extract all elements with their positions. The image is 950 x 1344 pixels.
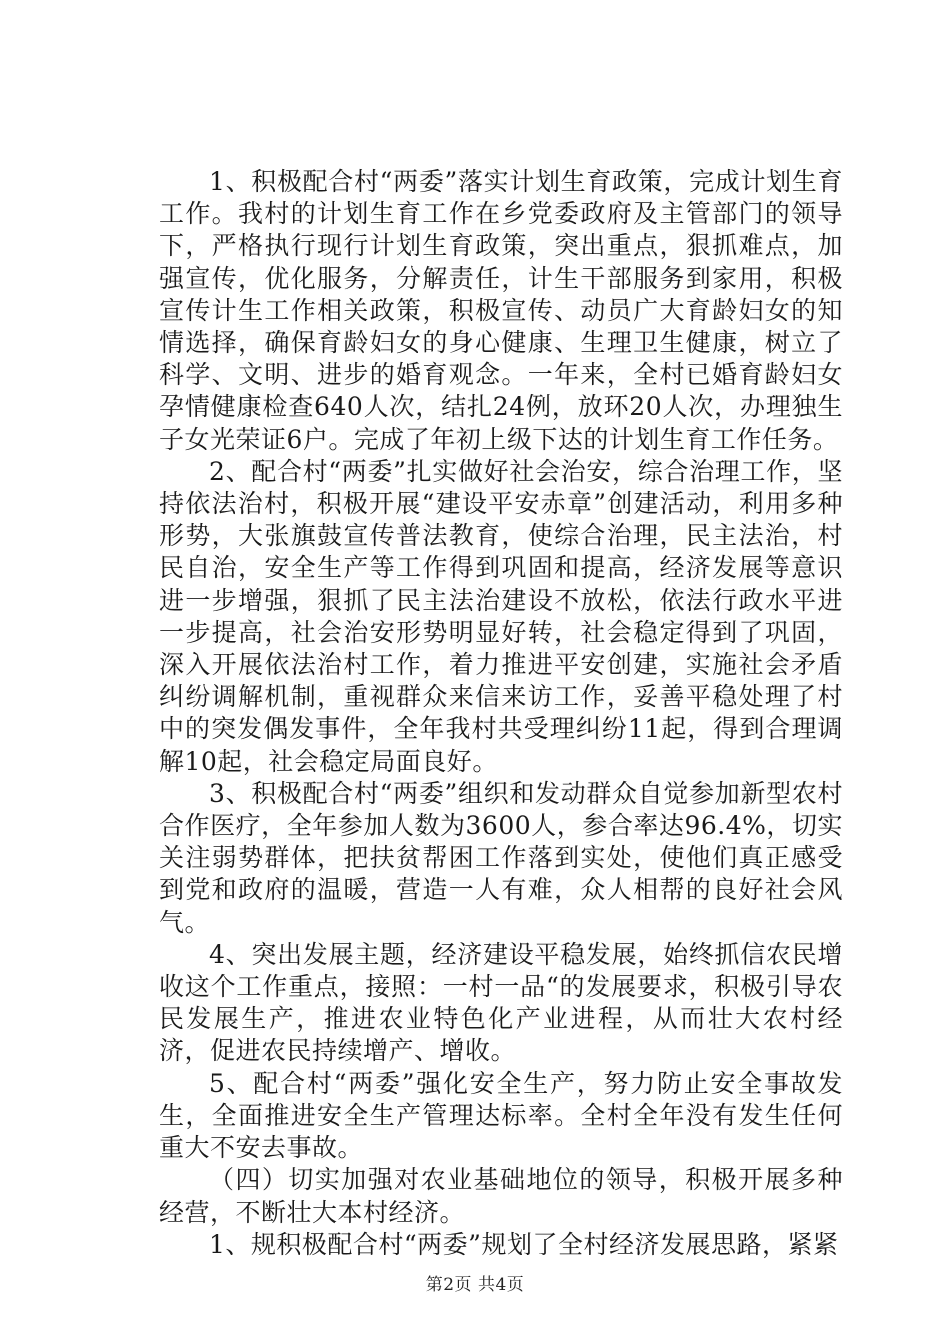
paragraph-economic-development: 4、突出发展主题，经济建设平稳发展，始终抓信农民增收这个工作重点，接照：一村一品“的发展要求，积极引导农民发展生产，推进农业特色化产业进程，从而壮大农村经济，促进农民持续增产、增收。 [159,939,843,1066]
paragraph-public-security: 2、配合村“两委”扎实做好社会治安，综合治理工作，坚持依法治村，积极开展“建设平安赤章”创建活动，利用多种形势，大张旗鼓宣传普法教育，使综合治理，民主法治，村民自治，安全生产等工作得到巩固和提高，经济发展等意识进一步增强，狠抓了民主法治建设不放松，依法行政水平进一步提高，社会治安形势明显好转，社会稳定得到了巩固，深入开展依法治村工作，着力推进平安创建，实施社会矛盾纠纷调解机制，重视群众来信来访工作，妥善平稳处理了村中的突发偶发事件，全年我村共受理纠纷11起，得到合理调解10起，社会稳定局面良好。 [159,456,843,776]
document-body [159,166,843,1261]
paragraph-economic-planning: 1、规积极配合村“两委”规划了全村经济发展思路，紧紧 [209,1229,839,1259]
paragraph-safety-production: 5、配合村“两委”强化安全生产，努力防止安全事故发生，全面推进安全生产管理达标率。全村全年没有发生任何重大不安去事故。 [159,1068,843,1163]
page-footer: 第2页 共4页 [425,1275,525,1295]
paragraph-family-planning: 1、积极配合村“两委”落实计划生育政策，完成计划生育工作。我村的计划生育工作在乡党委政府及主管部门的领导下，严格执行现行计划生育政策，突出重点，狠抓难点，加强宣传，优化服务，分解责任，计生干部服务到家用，积极宣传计生工作相关政策，积极宣传、动员广大育龄妇女的知情选择，确保育龄妇女的身心健康、生理卫生健康，树立了科学、文明、进步的婚育观念。一年来，全村已婚育龄妇女孕情健康检查640人次，结扎24例，放环20人次，办理独生子女光荣证6户。完成了年初上级下达的计划生育工作任务。 [159,167,843,454]
section-heading-agriculture: （四）切实加强对农业基础地位的领导，积极开展多种经营，不断壮大本村经济。 [159,1165,843,1227]
paragraph-medical-cooperation: 3、积极配合村“两委”组织和发动群众自觉参加新型农村合作医疗，全年参加人数为3600人，参合率达96.4%，切实关注弱势群体，把扶贫帮困工作落到实处，使他们真正感受到党和政府的温暖，营造一人有难，众人相帮的良好社会风气。 [159,778,843,937]
